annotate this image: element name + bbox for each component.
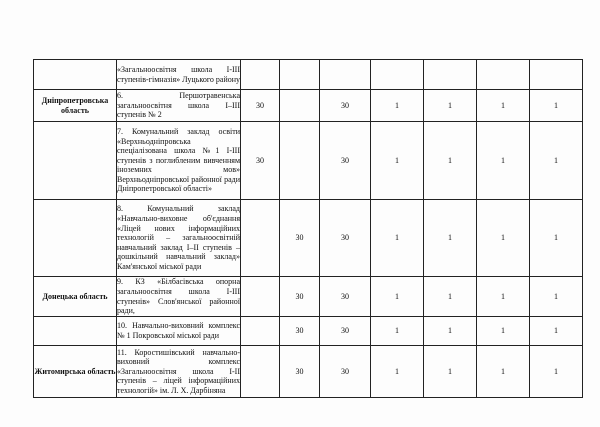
table-row (34, 122, 583, 200)
region-cell: Дніпропетровська область (34, 90, 117, 122)
value-cell: 1 (477, 200, 530, 277)
value-cell: 30 (320, 317, 371, 346)
value-cell: 1 (371, 317, 424, 346)
value-cell: 30 (320, 200, 371, 277)
value-cell: 30 (280, 317, 320, 346)
value-cell: 30 (241, 90, 280, 122)
value-cell (241, 200, 280, 277)
value-cell: 1 (424, 346, 477, 398)
value-cell (280, 122, 320, 200)
value-cell: 1 (477, 317, 530, 346)
schools-table (33, 59, 583, 398)
table-row (34, 277, 583, 317)
value-cell (241, 277, 280, 317)
value-cell: 1 (530, 90, 583, 122)
value-cell: 1 (371, 277, 424, 317)
value-cell: 1 (530, 277, 583, 317)
institution-cell: 10. Навчально-виховний комплекс № 1 Покровської міської ради (117, 317, 241, 346)
value-cell: 30 (280, 346, 320, 398)
table-row (34, 317, 583, 346)
table-row (34, 200, 583, 277)
institution-cell: 8. Комунальний заклад «Навчально-виховне об'єднання «Ліцей нових інформаційних технологій – загальноосвітній навчальний заклад І–ІІ ступенів – дошкільний навчальний заклад» Кам'янської міської ради (117, 200, 241, 277)
region-cell (34, 200, 117, 277)
value-cell: 1 (424, 90, 477, 122)
region-cell (34, 122, 117, 200)
value-cell: 30 (241, 122, 280, 200)
value-cell (371, 60, 424, 90)
value-cell: 30 (280, 277, 320, 317)
institution-cell: 11. Коростишівський навчально-виховний комплекс «Загальноосвітня школа І-ІІ ступенів – ліцей інформаційних технологій» ім. Л. Х. Дарбіняна (117, 346, 241, 398)
value-cell: 1 (477, 90, 530, 122)
table-row (34, 60, 583, 90)
value-cell (477, 60, 530, 90)
value-cell (241, 317, 280, 346)
value-cell: 1 (424, 200, 477, 277)
region-cell: Донецька область (34, 277, 117, 317)
value-cell: 1 (371, 90, 424, 122)
value-cell (424, 60, 477, 90)
institution-cell: 9. КЗ «Білбасівська опорна загальноосвітня школа І-ІІІ ступенів» Слов'янської районної ради, (117, 277, 240, 316)
value-cell: 1 (424, 122, 477, 200)
value-cell: 30 (320, 90, 371, 122)
value-cell: 1 (530, 317, 583, 346)
value-cell: 1 (424, 277, 477, 317)
institution-cell: 7. Комунальний заклад освіти «Верхньодніпровська спеціалізована школа №1 І-ІІІ ступенів з поглибленим вивченням іноземних мов» Верхньодніпровської районної ради Дніпропетровської області» (117, 122, 241, 200)
value-cell: 1 (371, 122, 424, 200)
value-cell: 1 (371, 346, 424, 398)
value-cell: 1 (477, 277, 530, 317)
region-cell: Житомирська область (34, 346, 117, 398)
value-cell: 1 (477, 122, 530, 200)
region-cell (34, 60, 117, 90)
institution-cell: 6. Першотравенська загальноосвітня школа І–ІІІ ступенів № 2 (117, 90, 241, 122)
value-cell: 30 (320, 277, 371, 317)
table-row (34, 90, 583, 122)
value-cell: 30 (320, 122, 371, 200)
value-cell: 1 (371, 200, 424, 277)
value-cell: 30 (320, 346, 371, 398)
value-cell: 1 (424, 317, 477, 346)
value-cell (530, 60, 583, 90)
value-cell (241, 346, 280, 398)
value-cell: 1 (530, 122, 583, 200)
value-cell (280, 60, 320, 90)
value-cell (320, 60, 371, 90)
region-cell (34, 317, 117, 346)
value-cell: 1 (477, 346, 530, 398)
value-cell (241, 60, 280, 90)
institution-cell: «Загальноосвітня школа І-ІІІ ступенів-гімназія» Луцького району (117, 60, 241, 90)
table-row (34, 346, 583, 398)
value-cell: 1 (530, 200, 583, 277)
value-cell (280, 90, 320, 122)
value-cell: 30 (280, 200, 320, 277)
value-cell: 1 (530, 346, 583, 398)
